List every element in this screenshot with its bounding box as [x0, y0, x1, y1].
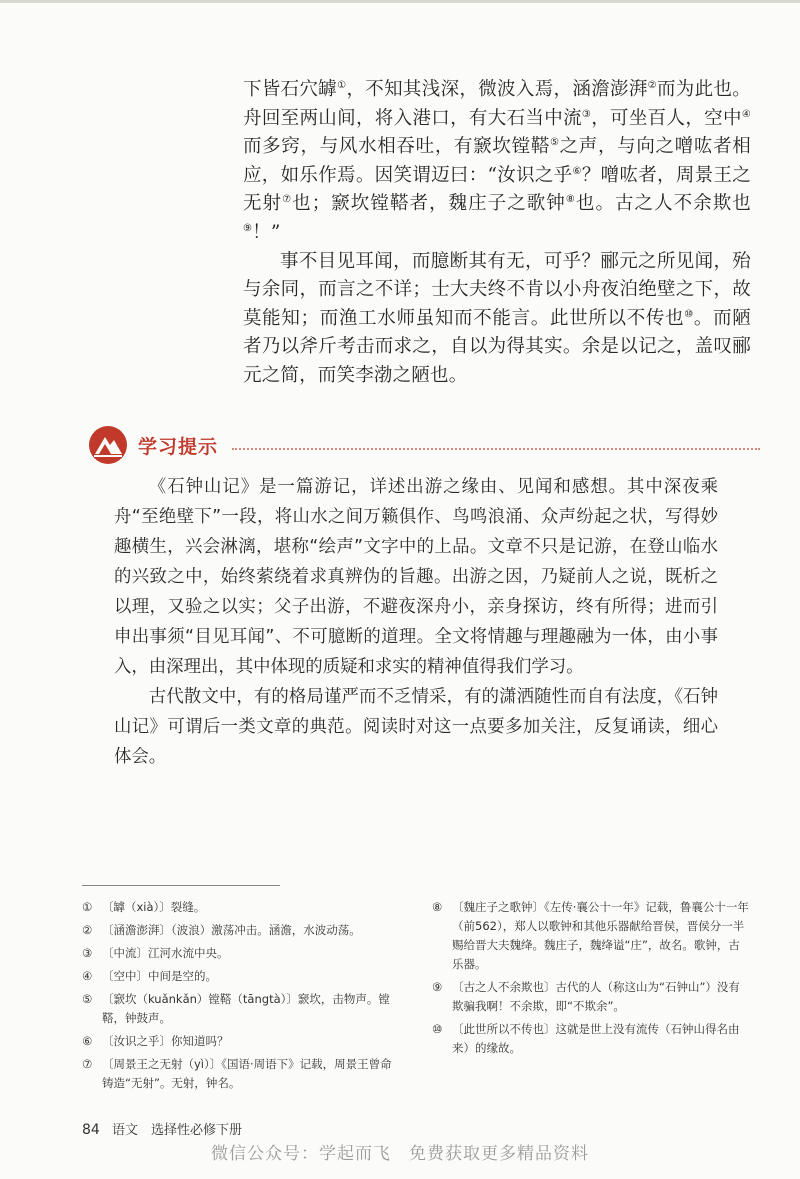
- page-footer: [82, 1119, 242, 1138]
- footnote-text: 〔罅（xià）〕裂缝。: [102, 900, 206, 914]
- footnote-item: [432, 1020, 750, 1058]
- footnote-item: [82, 1032, 400, 1051]
- page-number: 84: [82, 1122, 100, 1138]
- text-run: 也；窾坎镗鞳者，魏庄子之歌钟: [292, 193, 566, 215]
- footnote-item: [82, 990, 400, 1028]
- footnote-item: [82, 944, 400, 963]
- footnote-number: ①: [82, 900, 93, 914]
- footnote-item: [82, 898, 400, 917]
- footnote-number: ⑩: [432, 1022, 443, 1036]
- footnote-number: ⑥: [82, 1034, 93, 1048]
- footnote-text: 〔魏庄子之歌钟〕《左传·襄公十一年》记载，鲁襄公十一年（前562），郑人以歌钟和其他乐器献给晋侯，晋侯分一半赐给晋大夫魏绛。魏庄子，魏绛谥“庄”，故名。歌钟，古乐器。: [452, 900, 749, 971]
- footnote-item: [432, 978, 750, 1016]
- footnotes-right-column: [432, 898, 750, 1062]
- footnote-item: [432, 898, 750, 974]
- study-tips-icon: [88, 425, 128, 465]
- footnote-text: 〔窾坎（kuǎnkǎn）镗鞳（tāngtà）〕窾坎，击物声。镗鞳，钟鼓声。: [102, 992, 390, 1025]
- text-run: 。而陋者乃以斧斤考击而求之，自以为得其实。余是以记之，盖叹郦元之简，而笑李渤之陋也。: [243, 307, 751, 386]
- footnote-text: 〔空中〕中间是空的。: [102, 969, 217, 983]
- footnote-ref-1: ①: [337, 80, 347, 91]
- footnote-ref-8: ⑧: [565, 194, 576, 206]
- footnote-item: [82, 921, 400, 940]
- dotted-divider: [232, 446, 760, 450]
- footnotes-left-column: [82, 898, 400, 1097]
- text-run: 下皆石穴罅: [243, 79, 338, 100]
- text-run: 而多窍，与风水相吞吐，有窾坎镗鞳: [243, 136, 550, 158]
- text-run: 而为此也。舟回至两山间，将入港口，有大石当中流: [243, 79, 751, 129]
- tips-paragraph-2: 古代散文中，有的格局谨严而不乏情采，有的潇洒随性而自有法度，《石钟山记》可谓后一类文章的典范。阅读时对这一点要多加关注，反复诵读，细心体会。: [114, 687, 718, 767]
- essay-paragraph-2: [243, 248, 751, 391]
- study-tips-body: [114, 472, 718, 772]
- footnote-number: ②: [82, 923, 93, 937]
- footnote-number: ⑧: [432, 900, 443, 914]
- footnote-ref-3: ③: [581, 108, 592, 120]
- footnote-number: ⑤: [82, 992, 93, 1006]
- footnote-ref-9: ⑨: [243, 222, 253, 234]
- footnote-number: ⑦: [82, 1057, 93, 1071]
- footnote-ref-5: ⑤: [549, 137, 560, 149]
- footnote-ref-10: ⑩: [684, 308, 694, 320]
- footnote-text: 〔涵澹澎湃〕（波浪）激荡冲击。涵澹，水波动荡。: [102, 923, 361, 937]
- text-run: 之声，与向之噌吰者相应，如乐作焉。因笑谓迈曰：“汝识之乎: [243, 136, 751, 186]
- text-run: ，不知其浅深，微波入焉，涵澹澎湃: [346, 79, 648, 100]
- text-run: ，可坐百人，空中: [591, 107, 742, 129]
- essay-text: [243, 76, 751, 391]
- text-run: ！”: [252, 221, 281, 243]
- footnote-ref-7: ⑦: [282, 194, 293, 206]
- footnote-ref-6: ⑥: [572, 165, 582, 177]
- tips-paragraph-1: 《石钟山记》是一篇游记，详述出游之缘由、见闻和感想。其中深夜乘舟“至绝壁下”一段，将山水之间万籁俱作、鸟鸣浪涌、众声纷起之状，写得妙趣横生，兴会淋漓，堪称“绘声”文字中的上品。文章不只是记游，在登山临水的兴致之中，始终萦绕着求真辨伪的旨趣。出游之因，乃疑前人之说，既析之以理，又验之以实；父子出游，不避夜深舟小，亲身探访，终有所得；进而引申出事须“目见耳闻”、不可臆断的道理。全文将情趣与理趣融为一体，由小事入，由深理出，其中体现的质疑和求实的精神值得我们学习。: [114, 477, 718, 677]
- footnote-text: 〔中流〕江河水流中央。: [102, 946, 229, 960]
- footnote-ref-2: ②: [647, 80, 657, 91]
- footnote-number: ⑨: [432, 980, 443, 994]
- text-run: ？噌吰者，周景王之无射: [243, 164, 751, 215]
- essay-paragraph-1: [243, 76, 751, 248]
- footnote-separator: [82, 885, 280, 886]
- footnote-text: 〔古之人不余欺也〕古代的人（称这山为“石钟山”）没有欺骗我啊！不余欺，即“不欺余”。: [452, 980, 740, 1013]
- text-run: 也。古之人不余欺也: [575, 193, 751, 215]
- top-border: [0, 0, 800, 3]
- book-title: 语文 选择性必修下册: [111, 1123, 242, 1138]
- footnote-text: 〔周景王之无射（yì）〕《国语·周语下》记载，周景王曾命铸造“无射”。无射，钟名。: [102, 1057, 392, 1090]
- footnote-item: [82, 967, 400, 986]
- footnote-text: 〔此世所以不传也〕这就是世上没有流传（石钟山得名由来）的缘故。: [452, 1022, 740, 1055]
- study-tips-header: [88, 425, 760, 465]
- footnote-text: 〔汝识之乎〕你知道吗？: [102, 1034, 229, 1048]
- footnote-number: ③: [82, 946, 93, 960]
- study-tips-title: 学习提示: [138, 435, 219, 458]
- footnote-item: [82, 1055, 400, 1093]
- footnote-ref-4: ④: [741, 108, 751, 120]
- watermark-text: 微信公众号：学起而飞 免费获取更多精品资料: [211, 1144, 589, 1164]
- footnote-number: ④: [82, 969, 93, 983]
- text-run: 事不目见耳闻，而臆断其有无，可乎？郦元之所见闻，殆与余同，而言之不详；士大夫终不肯以小舟夜泊绝壁之下，故莫能知；而渔工水师虽知而不能言。此世所以不传也: [243, 250, 751, 329]
